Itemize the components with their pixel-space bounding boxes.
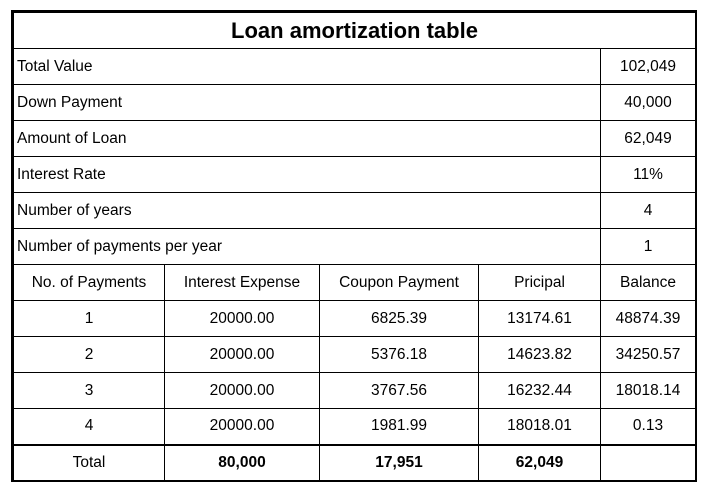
column-header-principal[interactable]: Pricipal — [479, 265, 601, 301]
summary-row-amount-of-loan — [14, 121, 696, 157]
summary-label-amount-of-loan[interactable]: Amount of Loan — [14, 121, 601, 157]
cell-interest-expense[interactable]: 20000.00 — [165, 301, 320, 337]
summary-value-number-of-years[interactable]: 4 — [601, 193, 696, 229]
summary-row-number-of-years — [14, 193, 696, 229]
cell-coupon-payment[interactable]: 5376.18 — [320, 337, 479, 373]
cell-principal[interactable]: 13174.61 — [479, 301, 601, 337]
cell-interest-expense[interactable]: 20000.00 — [165, 337, 320, 373]
column-header-row — [14, 265, 696, 301]
cell-principal[interactable]: 18018.01 — [479, 409, 601, 445]
cell-payment-number[interactable]: 3 — [14, 373, 165, 409]
summary-value-amount-of-loan[interactable]: 62,049 — [601, 121, 696, 157]
title-row — [14, 13, 696, 49]
total-label[interactable]: Total — [14, 445, 165, 481]
summary-value-interest-rate[interactable]: 11% — [601, 157, 696, 193]
total-row — [14, 445, 696, 481]
summary-row-total-value — [14, 49, 696, 85]
summary-row-down-payment — [14, 85, 696, 121]
total-interest-expense[interactable]: 80,000 — [165, 445, 320, 481]
total-principal[interactable]: 62,049 — [479, 445, 601, 481]
total-coupon-payment[interactable]: 17,951 — [320, 445, 479, 481]
cell-principal[interactable]: 14623.82 — [479, 337, 601, 373]
summary-row-payments-per-year — [14, 229, 696, 265]
summary-label-interest-rate[interactable]: Interest Rate — [14, 157, 601, 193]
cell-balance[interactable]: 48874.39 — [601, 301, 696, 337]
summary-value-payments-per-year[interactable]: 1 — [601, 229, 696, 265]
cell-payment-number[interactable]: 4 — [14, 409, 165, 445]
total-balance[interactable] — [601, 445, 696, 481]
amortization-sheet — [11, 10, 697, 482]
cell-principal[interactable]: 16232.44 — [479, 373, 601, 409]
cell-coupon-payment[interactable]: 6825.39 — [320, 301, 479, 337]
column-header-payment-number[interactable]: No. of Payments — [14, 265, 165, 301]
cell-coupon-payment[interactable]: 1981.99 — [320, 409, 479, 445]
column-header-interest-expense[interactable]: Interest Expense — [165, 265, 320, 301]
table-row — [14, 337, 696, 373]
summary-label-down-payment[interactable]: Down Payment — [14, 85, 601, 121]
cell-balance[interactable]: 18018.14 — [601, 373, 696, 409]
summary-label-number-of-years[interactable]: Number of years — [14, 193, 601, 229]
table-row — [14, 373, 696, 409]
table-row — [14, 301, 696, 337]
cell-payment-number[interactable]: 2 — [14, 337, 165, 373]
summary-label-payments-per-year[interactable]: Number of payments per year — [14, 229, 601, 265]
column-header-balance[interactable]: Balance — [601, 265, 696, 301]
summary-value-down-payment[interactable]: 40,000 — [601, 85, 696, 121]
cell-coupon-payment[interactable]: 3767.56 — [320, 373, 479, 409]
cell-payment-number[interactable]: 1 — [14, 301, 165, 337]
cell-interest-expense[interactable]: 20000.00 — [165, 373, 320, 409]
loan-amortization-table — [13, 12, 696, 481]
column-header-coupon-payment[interactable]: Coupon Payment — [320, 265, 479, 301]
summary-value-total-value[interactable]: 102,049 — [601, 49, 696, 85]
cell-balance[interactable]: 0.13 — [601, 409, 696, 445]
table-title[interactable]: Loan amortization table — [14, 13, 696, 49]
table-row — [14, 409, 696, 445]
cell-balance[interactable]: 34250.57 — [601, 337, 696, 373]
cell-interest-expense[interactable]: 20000.00 — [165, 409, 320, 445]
summary-row-interest-rate — [14, 157, 696, 193]
summary-label-total-value[interactable]: Total Value — [14, 49, 601, 85]
